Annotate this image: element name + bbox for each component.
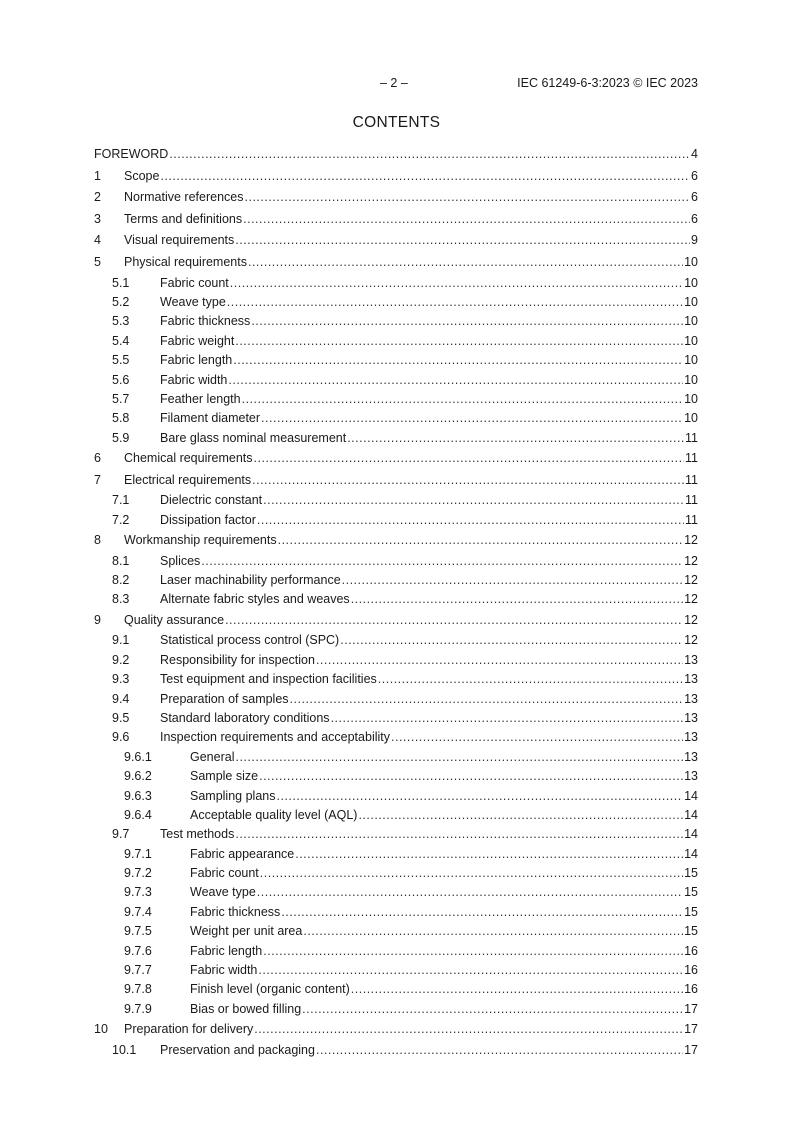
toc-entry-title: Workmanship requirements bbox=[124, 533, 277, 548]
toc-dot-leader bbox=[225, 610, 683, 632]
toc-entry-page: 15 bbox=[684, 885, 698, 900]
toc-entry-title: Acceptable quality level (AQL) bbox=[190, 807, 358, 822]
toc-entry-page: 15 bbox=[684, 866, 698, 881]
toc-entry-page: 13 bbox=[684, 652, 698, 667]
toc-dot-leader bbox=[340, 631, 683, 650]
toc-dot-leader bbox=[316, 1041, 683, 1060]
toc-entry-page: 10 bbox=[684, 254, 698, 269]
toc-entry-number: 7 bbox=[94, 472, 101, 487]
toc-entry[interactable] bbox=[94, 390, 698, 409]
toc-dot-leader bbox=[248, 252, 683, 274]
toc-entry[interactable] bbox=[94, 787, 698, 806]
toc-dot-leader bbox=[233, 351, 683, 370]
toc-entry[interactable] bbox=[94, 187, 698, 209]
toc-dot-leader bbox=[201, 552, 683, 571]
toc-dot-leader bbox=[302, 1000, 683, 1019]
toc-entry[interactable] bbox=[94, 209, 698, 231]
toc-entry-number: 10 bbox=[94, 1022, 108, 1037]
toc-entry-title: Fabric thickness bbox=[160, 314, 251, 329]
toc-entry-number: 5.2 bbox=[112, 294, 130, 309]
toc-entry-number: 4 bbox=[94, 233, 101, 248]
toc-entry[interactable] bbox=[94, 845, 698, 864]
toc-entry-number: 7.1 bbox=[112, 493, 130, 508]
toc-dot-leader bbox=[276, 787, 683, 806]
toc-entry[interactable] bbox=[94, 748, 698, 767]
toc-entry[interactable] bbox=[94, 709, 698, 728]
toc-entry[interactable] bbox=[94, 511, 698, 530]
toc-entry-page: 12 bbox=[684, 633, 698, 648]
toc-entry-title: Sampling plans bbox=[190, 788, 276, 803]
toc-entry-title: Fabric length bbox=[160, 353, 233, 368]
toc-entry[interactable] bbox=[94, 332, 698, 351]
toc-entry-page: 10 bbox=[684, 372, 698, 387]
toc-entry-title: Fabric length bbox=[190, 943, 263, 958]
toc-entry-number: 7.2 bbox=[112, 512, 130, 527]
toc-dot-leader bbox=[331, 709, 684, 728]
toc-dot-leader bbox=[235, 748, 683, 767]
toc-entry-number: 3 bbox=[94, 211, 101, 226]
toc-entry[interactable] bbox=[94, 470, 698, 492]
toc-entry-number: 9.3 bbox=[112, 672, 130, 687]
toc-entry-title: Dielectric constant bbox=[160, 493, 263, 508]
toc-entry-page: 12 bbox=[684, 612, 698, 627]
toc-entry-number: 9.7.6 bbox=[124, 943, 152, 958]
toc-entry-title: Fabric count bbox=[160, 275, 229, 290]
toc-dot-leader bbox=[259, 767, 683, 786]
toc-entry-number: 9.6 bbox=[112, 730, 130, 745]
toc-entry-title: Dissipation factor bbox=[160, 512, 256, 527]
toc-dot-leader bbox=[245, 187, 691, 209]
toc-entry-number: 9.7.5 bbox=[124, 924, 152, 939]
toc-entry-number: 5.9 bbox=[112, 430, 130, 445]
toc-entry-number: 8 bbox=[94, 533, 101, 548]
toc-entry-title: Standard laboratory conditions bbox=[160, 710, 330, 725]
toc-entry[interactable] bbox=[94, 864, 698, 883]
toc-dot-leader bbox=[258, 961, 683, 980]
toc-entry-page: 15 bbox=[684, 904, 698, 919]
toc-entry[interactable] bbox=[94, 552, 698, 571]
toc-entry-title: Filament diameter bbox=[160, 411, 261, 426]
toc-dot-leader bbox=[278, 530, 683, 552]
toc-entry[interactable] bbox=[94, 351, 698, 370]
toc-entry-number: 9.5 bbox=[112, 710, 130, 725]
toc-entry-page: 12 bbox=[684, 553, 698, 568]
toc-dot-leader bbox=[261, 409, 683, 428]
toc-entry-number: 9.6.3 bbox=[124, 788, 152, 803]
toc-entry[interactable] bbox=[94, 690, 698, 709]
toc-entry-title: Test equipment and inspection facilities bbox=[160, 672, 377, 687]
toc-entry-number: 9.7.4 bbox=[124, 904, 152, 919]
toc-entry-number: 5.6 bbox=[112, 372, 130, 387]
toc-entry-page: 10 bbox=[684, 314, 698, 329]
toc-entry-page: 14 bbox=[684, 846, 698, 861]
toc-dot-leader bbox=[263, 942, 683, 961]
toc-entry-title: Fabric width bbox=[160, 372, 228, 387]
toc-dot-leader bbox=[351, 590, 683, 609]
toc-entry-page: 10 bbox=[684, 411, 698, 426]
toc-entry-page: 11 bbox=[685, 472, 698, 487]
toc-entry-page: 11 bbox=[685, 451, 698, 466]
toc-dot-leader bbox=[169, 144, 690, 166]
toc-entry-title: Weight per unit area bbox=[190, 924, 303, 939]
toc-entry-page: 14 bbox=[684, 807, 698, 822]
toc-dot-leader bbox=[260, 864, 683, 883]
toc-entry-title: Bare glass nominal measurement bbox=[160, 430, 347, 445]
toc-dot-leader bbox=[235, 230, 690, 252]
toc-entry-page: 16 bbox=[684, 943, 698, 958]
toc-entry-number: 9 bbox=[94, 612, 101, 627]
toc-dot-leader bbox=[378, 670, 683, 689]
toc-entry[interactable] bbox=[94, 571, 698, 590]
toc-entry[interactable] bbox=[94, 922, 698, 941]
toc-entry-number: 1 bbox=[94, 168, 101, 183]
toc-entry-title: Laser machinability performance bbox=[160, 573, 341, 588]
toc-entry-page: 17 bbox=[684, 1042, 698, 1057]
toc-dot-leader bbox=[228, 371, 683, 390]
toc-entry-title: Preparation of samples bbox=[160, 691, 289, 706]
toc-entry-page: 13 bbox=[684, 672, 698, 687]
toc-entry-title: Sample size bbox=[190, 769, 259, 784]
toc-entry-number: 8.2 bbox=[112, 573, 130, 588]
toc-dot-leader bbox=[295, 845, 683, 864]
toc-dot-leader bbox=[290, 690, 684, 709]
toc-dot-leader bbox=[342, 571, 683, 590]
toc-dot-leader bbox=[257, 883, 683, 902]
toc-entry-title: Finish level (organic content) bbox=[190, 982, 350, 997]
toc-entry-number: 6 bbox=[94, 451, 101, 466]
toc-entry-number: 5.1 bbox=[112, 275, 130, 290]
toc-dot-leader bbox=[263, 491, 684, 510]
toc-entry-title: Quality assurance bbox=[124, 612, 225, 627]
toc-dot-leader bbox=[251, 312, 683, 331]
toc-entry-number: 9.4 bbox=[112, 691, 130, 706]
toc-entry-number: 9.7.1 bbox=[124, 846, 152, 861]
toc-entry-page: 17 bbox=[684, 1001, 698, 1016]
toc-entry[interactable] bbox=[94, 590, 698, 609]
toc-entry-page: 9 bbox=[691, 233, 698, 248]
toc-entry[interactable] bbox=[94, 1000, 698, 1019]
toc-entry[interactable] bbox=[94, 491, 698, 510]
toc-dot-leader bbox=[235, 332, 683, 351]
toc-entry-page: 16 bbox=[684, 982, 698, 997]
toc-entry-title: Responsibility for inspection bbox=[160, 652, 315, 667]
toc-entry-page: 13 bbox=[684, 710, 698, 725]
toc-entry[interactable] bbox=[94, 409, 698, 428]
toc-entry[interactable] bbox=[94, 961, 698, 980]
toc-entry[interactable] bbox=[94, 883, 698, 902]
toc-dot-leader bbox=[254, 1019, 683, 1041]
toc-entry-title: Splices bbox=[160, 553, 201, 568]
toc-entry-number: 9.7.3 bbox=[124, 885, 152, 900]
toc-entry[interactable] bbox=[94, 903, 698, 922]
toc-entry-title: Inspection requirements and acceptability bbox=[160, 730, 390, 745]
table-of-contents bbox=[94, 144, 698, 1060]
toc-entry-title: FOREWORD bbox=[94, 147, 169, 161]
toc-entry-page: 17 bbox=[684, 1022, 698, 1037]
toc-entry-title: Fabric appearance bbox=[190, 846, 295, 861]
toc-entry-page: 4 bbox=[691, 147, 698, 161]
toc-dot-leader bbox=[254, 448, 684, 470]
toc-entry-page: 14 bbox=[684, 788, 698, 803]
toc-entry-title: Fabric thickness bbox=[190, 904, 281, 919]
toc-entry[interactable] bbox=[94, 767, 698, 786]
toc-entry-page: 13 bbox=[684, 691, 698, 706]
toc-dot-leader bbox=[391, 728, 683, 747]
toc-entry-title: Physical requirements bbox=[124, 254, 247, 269]
toc-entry-number: 8.3 bbox=[112, 592, 130, 607]
toc-entry-title: Feather length bbox=[160, 391, 241, 406]
toc-entry-title: Terms and definitions bbox=[124, 211, 243, 226]
toc-entry-page: 11 bbox=[685, 512, 698, 527]
toc-entry[interactable] bbox=[94, 670, 698, 689]
toc-dot-leader bbox=[243, 209, 690, 231]
toc-entry-page: 16 bbox=[684, 963, 698, 978]
toc-dot-leader bbox=[303, 922, 683, 941]
toc-dot-leader bbox=[316, 651, 683, 670]
toc-entry-page: 12 bbox=[684, 533, 698, 548]
toc-entry-title: Weave type bbox=[190, 885, 256, 900]
toc-dot-leader bbox=[227, 293, 683, 312]
toc-entry-number: 5.7 bbox=[112, 391, 130, 406]
toc-entry[interactable] bbox=[94, 610, 698, 632]
toc-entry[interactable] bbox=[94, 312, 698, 331]
toc-entry-page: 6 bbox=[691, 190, 698, 205]
toc-entry[interactable] bbox=[94, 252, 698, 274]
toc-dot-leader bbox=[347, 429, 684, 448]
toc-entry-page: 13 bbox=[684, 730, 698, 745]
toc-entry-page: 6 bbox=[691, 168, 698, 183]
toc-entry-page: 10 bbox=[684, 391, 698, 406]
toc-entry-title: Statistical process control (SPC) bbox=[160, 633, 340, 648]
toc-entry-page: 12 bbox=[684, 592, 698, 607]
toc-dot-leader bbox=[351, 980, 683, 999]
toc-entry-number: 5.8 bbox=[112, 411, 130, 426]
toc-entry-page: 11 bbox=[685, 430, 698, 445]
toc-entry[interactable] bbox=[94, 144, 698, 166]
toc-dot-leader bbox=[252, 470, 684, 492]
toc-entry[interactable] bbox=[94, 980, 698, 999]
toc-entry-title: Fabric weight bbox=[160, 333, 235, 348]
toc-entry-number: 5.3 bbox=[112, 314, 130, 329]
toc-dot-leader bbox=[235, 825, 683, 844]
toc-entry-number: 10.1 bbox=[112, 1042, 137, 1057]
toc-entry-number: 9.7.9 bbox=[124, 1001, 152, 1016]
toc-entry-page: 12 bbox=[684, 573, 698, 588]
toc-entry[interactable] bbox=[94, 371, 698, 390]
toc-entry-number: 5.4 bbox=[112, 333, 130, 348]
toc-entry[interactable] bbox=[94, 448, 698, 470]
toc-entry-title: Fabric width bbox=[190, 963, 258, 978]
toc-entry-page: 10 bbox=[684, 333, 698, 348]
document-copyright: IEC 61249-6-3:2023 © IEC 2023 bbox=[517, 76, 698, 90]
toc-entry[interactable] bbox=[94, 274, 698, 293]
toc-entry-title: Preservation and packaging bbox=[160, 1042, 315, 1057]
toc-entry-title: Bias or bowed filling bbox=[190, 1001, 302, 1016]
toc-entry-title: Fabric count bbox=[190, 866, 259, 881]
toc-entry-number: 9.7 bbox=[112, 827, 130, 842]
toc-entry-number: 2 bbox=[94, 190, 101, 205]
toc-entry-title: Visual requirements bbox=[124, 233, 235, 248]
toc-entry[interactable] bbox=[94, 166, 698, 188]
toc-entry-title: Alternate fabric styles and weaves bbox=[160, 592, 350, 607]
toc-entry-number: 9.6.2 bbox=[124, 769, 152, 784]
toc-dot-leader bbox=[257, 511, 684, 530]
page-number: – 2 – bbox=[380, 76, 408, 90]
toc-dot-leader bbox=[242, 390, 683, 409]
toc-entry-number: 5.5 bbox=[112, 353, 130, 368]
toc-entry[interactable] bbox=[94, 728, 698, 747]
toc-entry-number: 9.1 bbox=[112, 633, 130, 648]
toc-entry-page: 10 bbox=[684, 275, 698, 290]
toc-entry[interactable] bbox=[94, 1019, 698, 1041]
toc-entry-number: 9.6.4 bbox=[124, 807, 152, 822]
toc-entry-number: 8.1 bbox=[112, 553, 130, 568]
toc-entry-page: 15 bbox=[684, 924, 698, 939]
toc-entry[interactable] bbox=[94, 942, 698, 961]
toc-dot-leader bbox=[358, 806, 683, 825]
toc-entry-number: 9.7.7 bbox=[124, 963, 152, 978]
toc-entry-number: 9.2 bbox=[112, 652, 130, 667]
toc-entry[interactable] bbox=[94, 825, 698, 844]
toc-entry-number: 9.7.2 bbox=[124, 866, 152, 881]
toc-entry-page: 10 bbox=[684, 353, 698, 368]
toc-entry-title: Preparation for delivery bbox=[124, 1022, 254, 1037]
toc-entry-number: 5 bbox=[94, 254, 101, 269]
toc-dot-leader bbox=[160, 166, 690, 188]
toc-entry-page: 13 bbox=[684, 769, 698, 784]
toc-entry-title: Test methods bbox=[160, 827, 235, 842]
toc-entry[interactable] bbox=[94, 230, 698, 252]
toc-entry-title: Chemical requirements bbox=[124, 451, 253, 466]
toc-entry[interactable] bbox=[94, 530, 698, 552]
toc-entry-page: 10 bbox=[684, 294, 698, 309]
toc-entry-title: General bbox=[190, 749, 235, 764]
toc-entry[interactable] bbox=[94, 1041, 698, 1060]
toc-entry[interactable] bbox=[94, 651, 698, 670]
toc-entry-page: 11 bbox=[685, 493, 698, 508]
toc-entry[interactable] bbox=[94, 429, 698, 448]
toc-entry-number: 9.6.1 bbox=[124, 749, 152, 764]
toc-entry-title: Normative references bbox=[124, 190, 244, 205]
toc-entry-title: Scope bbox=[124, 168, 160, 183]
toc-entry-title: Electrical requirements bbox=[124, 472, 252, 487]
toc-entry[interactable] bbox=[94, 631, 698, 650]
toc-entry-number: 9.7.8 bbox=[124, 982, 152, 997]
toc-entry[interactable] bbox=[94, 293, 698, 312]
toc-dot-leader bbox=[230, 274, 683, 293]
toc-entry-page: 14 bbox=[684, 827, 698, 842]
contents-title: CONTENTS bbox=[352, 114, 441, 131]
toc-entry-page: 6 bbox=[691, 211, 698, 226]
toc-entry-title: Weave type bbox=[160, 294, 226, 309]
toc-entry-page: 13 bbox=[684, 749, 698, 764]
toc-dot-leader bbox=[281, 903, 683, 922]
toc-entry[interactable] bbox=[94, 806, 698, 825]
